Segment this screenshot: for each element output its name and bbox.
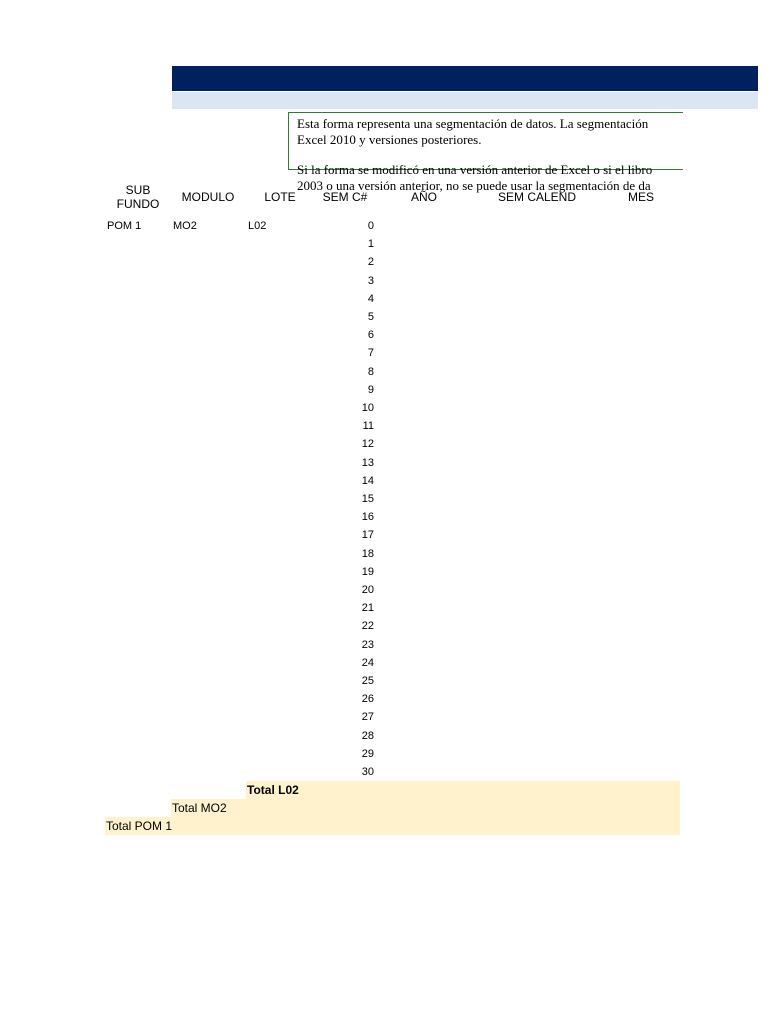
sem-value-cell: 10 xyxy=(361,402,374,414)
cell-sub-fundo: POM 1 xyxy=(107,220,142,232)
cell-lote: L02 xyxy=(248,220,267,232)
header-sem-calend: SEM CALEND xyxy=(497,190,577,204)
header-mes: MES xyxy=(627,190,654,204)
sem-value-cell: 15 xyxy=(361,493,374,505)
sem-value-cell: 22 xyxy=(361,620,374,633)
sem-value-cell: 23 xyxy=(361,638,374,651)
total-sub-fundo-row xyxy=(105,817,680,835)
header-sub-fundo: SUB FUNDO xyxy=(116,183,160,211)
sem-value-cell: 0 xyxy=(367,220,374,232)
sem-value-cell: 5 xyxy=(367,311,374,323)
sem-value-cell: 17 xyxy=(361,529,374,542)
sem-value-cell: 6 xyxy=(367,329,374,342)
sem-value-cell: 29 xyxy=(361,747,374,760)
header-sem-c: SEM C# xyxy=(322,190,368,204)
total-lote-row xyxy=(246,781,680,799)
subtitle-band xyxy=(172,92,758,109)
sem-value-cell: 24 xyxy=(361,656,374,669)
sem-value-cell: 27 xyxy=(361,711,374,724)
sem-value-cell: 8 xyxy=(367,365,374,378)
sem-value-cell: 18 xyxy=(361,547,374,560)
sem-value-cell: 12 xyxy=(361,438,374,451)
header-anio: AÑO xyxy=(410,190,437,204)
sem-value-cell: 25 xyxy=(361,675,374,687)
sem-value-cell: 4 xyxy=(367,292,374,305)
total-sub-fundo-label: Total POM 1 xyxy=(106,819,173,833)
sem-value-cell: 3 xyxy=(367,274,374,287)
sem-value-cell: 21 xyxy=(361,602,374,615)
slicer-message-line: Esta forma representa una segmentación de datos. La segmentación Excel 2010 y versiones posteriores. xyxy=(297,116,649,147)
cell-modulo: MO2 xyxy=(173,220,197,232)
sem-value-cell: 11 xyxy=(362,420,374,433)
header-lote: LOTE xyxy=(264,190,296,204)
sem-value-cell: 30 xyxy=(361,766,374,778)
sem-value-cell: 19 xyxy=(361,565,374,578)
sem-value-cell: 14 xyxy=(361,474,374,487)
sem-value-cell: 16 xyxy=(361,511,374,524)
total-lote-label: Total L02 xyxy=(247,783,299,797)
total-modulo-row xyxy=(171,799,680,817)
sem-value-cell: 20 xyxy=(361,584,374,596)
total-modulo-label: Total MO2 xyxy=(172,801,227,815)
sem-value-cell: 13 xyxy=(361,456,374,469)
sem-value-cell: 28 xyxy=(361,729,374,742)
sem-value-cell: 26 xyxy=(361,693,374,706)
sem-value-cell: 7 xyxy=(367,347,374,360)
sem-value-cell: 9 xyxy=(367,383,374,396)
sem-value-cell: 1 xyxy=(367,238,374,251)
header-modulo: MODULO xyxy=(181,190,235,204)
slicer-placeholder-shape[interactable] xyxy=(288,112,683,193)
slicer-message-line: Si la forma se modificó en una versión anterior de Excel o si el libro 2003 o una versión anterior, no se puede usar la segmentación de da xyxy=(297,162,653,193)
title-band xyxy=(172,66,758,91)
sem-value-cell: 2 xyxy=(367,256,374,269)
